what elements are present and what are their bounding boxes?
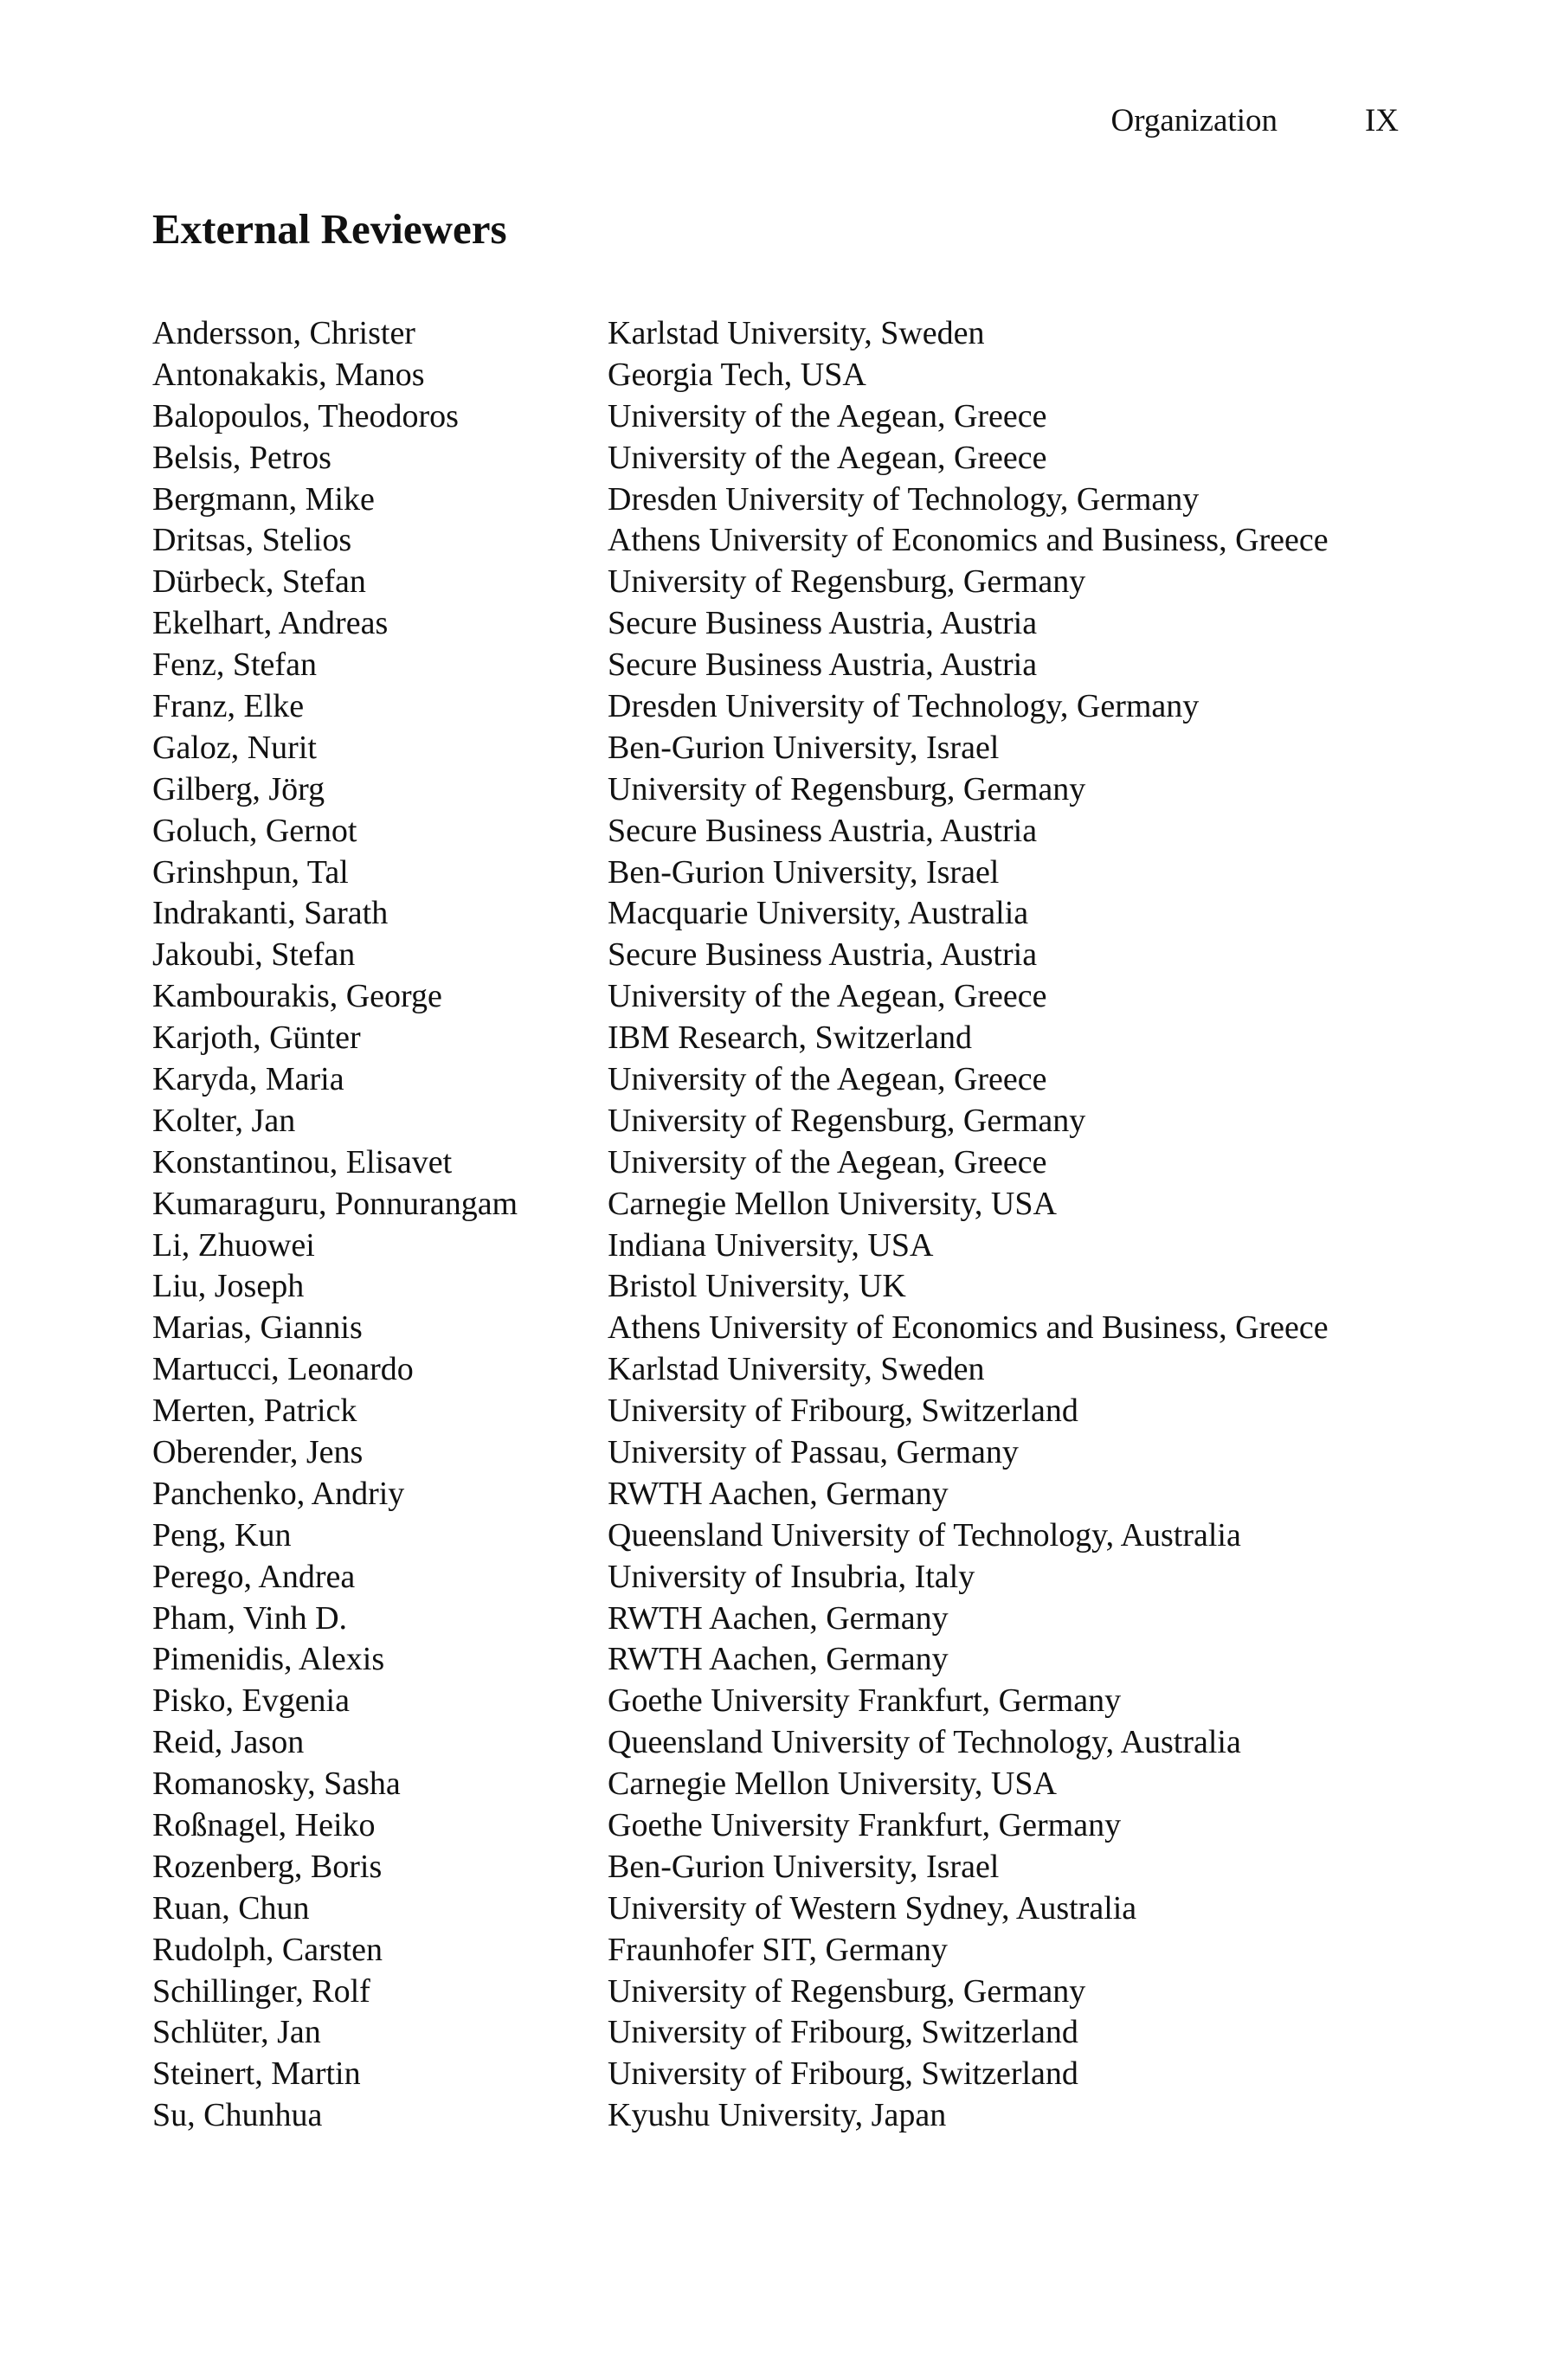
- reviewer-name: Panchenko, Andriy: [152, 1475, 405, 1512]
- reviewer-name: Konstantinou, Elisavet: [152, 1143, 453, 1180]
- reviewer-row: [152, 1058, 1416, 1100]
- reviewer-name: Peng, Kun: [152, 1516, 292, 1553]
- reviewer-name: Reid, Jason: [152, 1724, 305, 1761]
- reviewer-affiliation: RWTH Aachen, Germany: [608, 1475, 949, 1512]
- reviewer-affiliation: University of Regensburg, Germany: [608, 563, 1086, 601]
- reviewer-name: Bergmann, Mike: [152, 480, 375, 518]
- reviewer-affiliation: University of the Aegean, Greece: [608, 978, 1047, 1015]
- reviewer-name: Pisko, Evgenia: [152, 1682, 350, 1720]
- reviewer-row: [152, 1100, 1416, 1142]
- reviewer-affiliation: Ben-Gurion University, Israel: [608, 1848, 1000, 1885]
- reviewer-affiliation: University of Regensburg, Germany: [608, 1972, 1086, 2010]
- reviewer-affiliation: University of the Aegean, Greece: [608, 1060, 1047, 1097]
- reviewer-name: Belsis, Petros: [152, 439, 331, 476]
- reviewer-affiliation: University of Regensburg, Germany: [608, 770, 1086, 807]
- reviewer-affiliation: Dresden University of Technology, Germany: [608, 687, 1200, 724]
- reviewer-row: [152, 312, 1416, 354]
- reviewer-row: [152, 1721, 1416, 1763]
- page-number: IX: [1364, 103, 1399, 138]
- reviewer-name: Rozenberg, Boris: [152, 1848, 383, 1885]
- reviewer-affiliation: Carnegie Mellon University, USA: [608, 1185, 1057, 1222]
- reviewer-name: Grinshpun, Tal: [152, 853, 349, 891]
- reviewer-row: [152, 1473, 1416, 1515]
- reviewer-row: [152, 1846, 1416, 1888]
- reviewer-affiliation: Macquarie University, Australia: [608, 895, 1029, 932]
- reviewer-row: [152, 1929, 1416, 1971]
- reviewer-name: Pham, Vinh D.: [152, 1599, 348, 1637]
- reviewer-row: [152, 685, 1416, 727]
- reviewer-row: [152, 354, 1416, 396]
- reviewer-row: [152, 1804, 1416, 1846]
- reviewer-row: [152, 975, 1416, 1017]
- reviewer-row: [152, 479, 1416, 520]
- reviewer-name: Schillinger, Rolf: [152, 1972, 370, 2010]
- reviewer-affiliation: RWTH Aachen, Germany: [608, 1599, 949, 1637]
- reviewer-affiliation: University of Western Sydney, Australia: [608, 1889, 1137, 1927]
- reviewer-row: [152, 1348, 1416, 1390]
- reviewer-row: [152, 852, 1416, 893]
- reviewer-affiliation: Secure Business Austria, Austria: [608, 936, 1038, 974]
- reviewer-name: Liu, Joseph: [152, 1268, 305, 1305]
- section-heading: External Reviewers: [152, 205, 507, 253]
- reviewer-name: Goluch, Gernot: [152, 812, 357, 849]
- reviewer-row: [152, 1598, 1416, 1639]
- reviewer-affiliation: RWTH Aachen, Germany: [608, 1641, 949, 1678]
- reviewer-affiliation: Dresden University of Technology, Germany: [608, 480, 1200, 518]
- reviewer-name: Kambourakis, George: [152, 978, 442, 1015]
- reviewer-name: Ruan, Chun: [152, 1889, 310, 1927]
- reviewer-name: Schlüter, Jan: [152, 2014, 321, 2051]
- reviewer-name: Andersson, Christer: [152, 314, 415, 351]
- reviewer-row: [152, 1307, 1416, 1348]
- reviewer-affiliation: Kyushu University, Japan: [608, 2097, 947, 2134]
- reviewer-affiliation: Fraunhofer SIT, Germany: [608, 1931, 948, 1968]
- reviewer-affiliation: Bristol University, UK: [608, 1268, 906, 1305]
- reviewer-name: Jakoubi, Stefan: [152, 936, 356, 974]
- reviewer-name: Ekelhart, Andreas: [152, 605, 389, 642]
- reviewer-affiliation: University of Fribourg, Switzerland: [608, 1393, 1078, 1430]
- reviewer-name: Indrakanti, Sarath: [152, 895, 389, 932]
- reviewer-row: [152, 1431, 1416, 1473]
- reviewer-affiliation: Karlstad University, Sweden: [608, 1351, 985, 1388]
- reviewer-row: [152, 602, 1416, 644]
- reviewer-row: [152, 1515, 1416, 1556]
- reviewer-row: [152, 1888, 1416, 1929]
- reviewer-name: Merten, Patrick: [152, 1393, 357, 1430]
- reviewer-row: [152, 1017, 1416, 1058]
- reviewer-name: Roßnagel, Heiko: [152, 1807, 376, 1843]
- reviewer-row: [152, 644, 1416, 685]
- reviewer-name: Oberender, Jens: [152, 1433, 364, 1470]
- reviewer-row: [152, 892, 1416, 934]
- reviewer-name: Karyda, Maria: [152, 1060, 344, 1097]
- reviewer-affiliation: University of the Aegean, Greece: [608, 1143, 1047, 1180]
- reviewer-list: [152, 312, 1416, 2136]
- reviewer-name: Li, Zhuowei: [152, 1226, 315, 1264]
- reviewer-affiliation: Goethe University Frankfurt, Germany: [608, 1682, 1122, 1720]
- reviewer-row: [152, 2094, 1416, 2136]
- reviewer-row: [152, 934, 1416, 975]
- reviewer-name: Marias, Giannis: [152, 1309, 363, 1347]
- reviewer-name: Martucci, Leonardo: [152, 1351, 414, 1388]
- reviewer-affiliation: Georgia Tech, USA: [608, 356, 866, 393]
- reviewer-name: Dürbeck, Stefan: [152, 563, 366, 601]
- reviewer-row: [152, 1556, 1416, 1598]
- reviewer-affiliation: University of Regensburg, Germany: [608, 1102, 1086, 1139]
- reviewer-affiliation: Athens University of Economics and Business, Greece: [608, 522, 1329, 559]
- reviewer-row: [152, 2053, 1416, 2094]
- reviewer-name: Romanosky, Sasha: [152, 1766, 401, 1803]
- reviewer-row: [152, 561, 1416, 602]
- reviewer-affiliation: University of Passau, Germany: [608, 1433, 1019, 1470]
- reviewer-affiliation: Carnegie Mellon University, USA: [608, 1766, 1057, 1803]
- reviewer-affiliation: Ben-Gurion University, Israel: [608, 853, 1000, 891]
- reviewer-row: [152, 396, 1416, 437]
- reviewer-affiliation: University of the Aegean, Greece: [608, 397, 1047, 434]
- reviewer-row: [152, 810, 1416, 852]
- reviewer-affiliation: Athens University of Economics and Business, Greece: [608, 1309, 1329, 1347]
- reviewer-name: Kumaraguru, Ponnurangam: [152, 1185, 518, 1222]
- reviewer-name: Perego, Andrea: [152, 1558, 356, 1595]
- reviewer-row: [152, 727, 1416, 769]
- reviewer-name: Dritsas, Stelios: [152, 522, 352, 559]
- reviewer-name: Steinert, Martin: [152, 2055, 361, 2093]
- reviewer-name: Su, Chunhua: [152, 2097, 323, 2134]
- reviewer-row: [152, 2012, 1416, 2054]
- reviewer-affiliation: Queensland University of Technology, Australia: [608, 1516, 1241, 1553]
- reviewer-name: Balopoulos, Theodoros: [152, 397, 459, 434]
- reviewer-row: [152, 1680, 1416, 1721]
- reviewer-name: Franz, Elke: [152, 687, 305, 724]
- reviewer-name: Fenz, Stefan: [152, 646, 317, 684]
- running-header: [152, 97, 1399, 145]
- running-title: Organization: [1110, 103, 1277, 138]
- reviewer-row: [152, 1639, 1416, 1681]
- reviewer-affiliation: Secure Business Austria, Austria: [608, 605, 1038, 642]
- reviewer-name: Rudolph, Carsten: [152, 1931, 383, 1968]
- reviewer-name: Karjoth, Günter: [152, 1020, 361, 1057]
- reviewer-row: [152, 437, 1416, 479]
- reviewer-name: Gilberg, Jörg: [152, 770, 325, 807]
- reviewer-name: Antonakakis, Manos: [152, 356, 425, 393]
- reviewer-affiliation: University of Fribourg, Switzerland: [608, 2014, 1078, 2051]
- reviewer-affiliation: Goethe University Frankfurt, Germany: [608, 1807, 1122, 1843]
- reviewer-affiliation: University of Fribourg, Switzerland: [608, 2055, 1078, 2093]
- reviewer-affiliation: Indiana University, USA: [608, 1226, 934, 1264]
- reviewer-row: [152, 769, 1416, 810]
- reviewer-affiliation: Queensland University of Technology, Australia: [608, 1724, 1241, 1761]
- reviewer-row: [152, 519, 1416, 561]
- reviewer-name: Pimenidis, Alexis: [152, 1641, 385, 1678]
- reviewer-row: [152, 1971, 1416, 2012]
- reviewer-row: [152, 1183, 1416, 1225]
- reviewer-row: [152, 1265, 1416, 1307]
- reviewer-affiliation: Ben-Gurion University, Israel: [608, 729, 1000, 766]
- reviewer-affiliation: Secure Business Austria, Austria: [608, 646, 1038, 684]
- reviewer-row: [152, 1225, 1416, 1266]
- reviewer-name: Kolter, Jan: [152, 1102, 296, 1139]
- reviewer-affiliation: Karlstad University, Sweden: [608, 314, 985, 351]
- reviewer-affiliation: University of the Aegean, Greece: [608, 439, 1047, 476]
- reviewer-affiliation: Secure Business Austria, Austria: [608, 812, 1038, 849]
- reviewer-row: [152, 1142, 1416, 1183]
- reviewer-row: [152, 1390, 1416, 1431]
- reviewer-affiliation: University of Insubria, Italy: [608, 1558, 975, 1595]
- reviewer-name: Galoz, Nurit: [152, 729, 317, 766]
- reviewer-affiliation: IBM Research, Switzerland: [608, 1020, 973, 1057]
- reviewer-row: [152, 1763, 1416, 1804]
